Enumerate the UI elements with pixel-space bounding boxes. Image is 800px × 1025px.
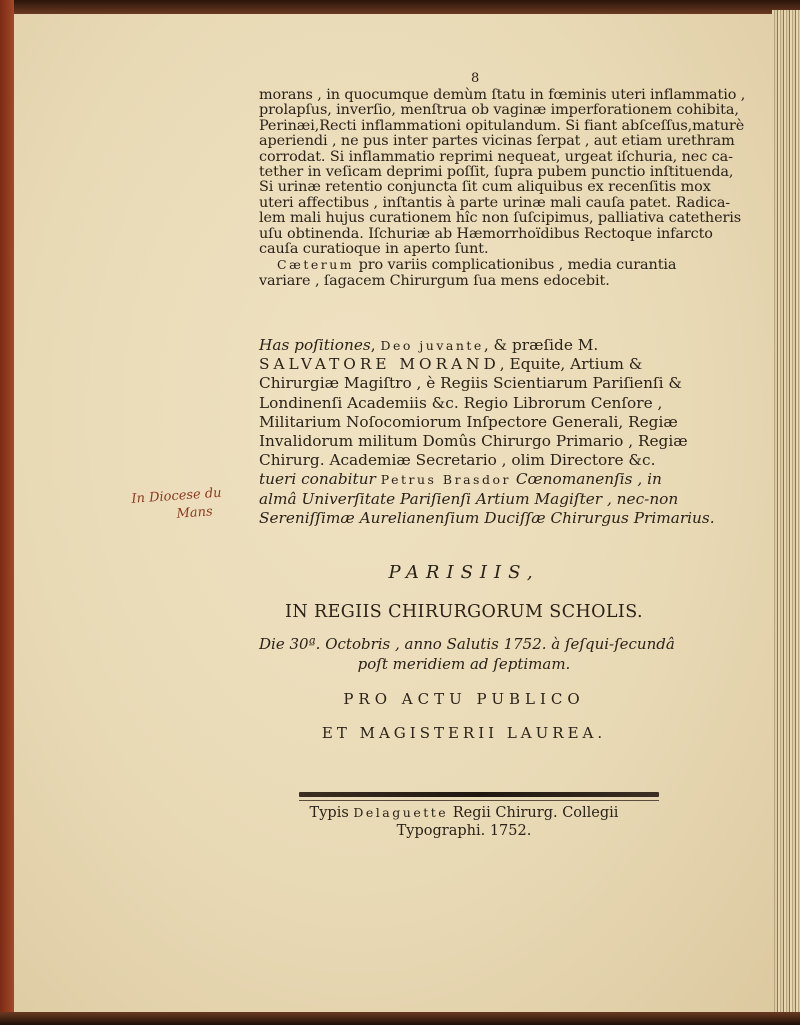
body-paragraph <box>259 87 746 289</box>
body-line: uteri affectibus , inſtantis à parte urinæ mali cauſa patet. Radica- <box>259 194 731 211</box>
tueri-conabitur: tueri conabitur <box>259 470 376 489</box>
printer-imprint <box>259 804 669 840</box>
imprint-line-1 <box>259 804 669 823</box>
dedication-line-6: Invalidorum militum Domûs Chirurgo Primario , Regiæ <box>259 432 688 451</box>
body-line: lem mali hujus curationem hîc non ſuſcipimus, palliativa catetheris <box>259 210 742 227</box>
ornamental-rule <box>299 792 659 797</box>
book-page <box>14 14 774 1014</box>
dedication-line-1: Has poſitiones, Deo juvante, & præſide M. <box>259 336 599 354</box>
date-line-2: poſt meridiem ad ſeptimam. <box>357 655 571 673</box>
dedication-line-7: Chirurg. Academiæ Secretario , olim Directore &c. <box>259 451 656 470</box>
magisterii-laurea: ET MAGISTERII LAUREA. <box>321 724 607 742</box>
book-edge-top <box>0 0 800 14</box>
book-edge-bottom <box>0 1012 800 1025</box>
praeses-name: SALVATORE MORAND <box>259 355 500 374</box>
dedication-block <box>259 336 715 528</box>
handwriting-line-1: In Diocese du <box>130 485 223 507</box>
handwriting-line-2: Mans <box>176 504 214 522</box>
body-line: prolapſus, inverſio, menſtrua ob vaginæ imperforationem cohibita, <box>259 102 739 119</box>
pro-actu-publico: PRO ACTU PUBLICO <box>343 690 585 708</box>
respondent-name: Petrus Brasdor <box>380 472 511 488</box>
body-line: aperiendi , ne pus inter partes vicinas ſerpat , aut etiam urethram <box>259 133 735 150</box>
ceterum-last-line: variare , ſagacem Chirurgum ſua mens edocebit. <box>259 272 610 289</box>
handwritten-annotation <box>131 481 273 527</box>
body-line: corrodat. Si inflammatio reprimi nequeat, urgeat iſchuria, nec ca- <box>259 148 733 165</box>
imprint-typis: Typis <box>309 805 354 821</box>
body-line: morans , in quocumque demùm ſtatu in fœminis uteri inflammatio , <box>259 87 746 103</box>
deo-juvante: Deo juvante <box>380 338 484 353</box>
cenomanensis: Cœnomanenſis , in <box>515 470 662 489</box>
body-line: Si urinæ retentio conjuncta ſit cum aliquibus ex recenſitis mox <box>259 179 711 196</box>
dedication-line-9 <box>259 490 699 509</box>
body-line: tether in veſicam deprimi poſſit, ſupra pubem punctio inſtituenda, <box>259 164 734 181</box>
imprint-collegii: Regii Chirurg. Collegii <box>448 805 619 821</box>
dedication-line-4: Londinenſi Academiis &c. Regio Librorum Cenſore , <box>259 393 663 412</box>
universitate-line: almâ Univerſitate Pariſienſi Artium Magiſter , nec-non <box>259 489 679 508</box>
body-line: uſu obtinenda. Iſchuriæ ab Hæmorrhoïdibus Rectoque infarcto <box>259 225 713 242</box>
printer-name: Delaguette <box>353 805 449 820</box>
page-number: 8 <box>471 71 480 86</box>
ceterum-line <box>259 257 677 274</box>
book-cover-left <box>0 0 14 1025</box>
dedication-equite: , Equite, Artium & <box>499 355 643 374</box>
venue-heading: IN REGIIS CHIRURGORUM SCHOLIS. <box>285 602 643 622</box>
body-line: Perinæi,Recti inflammationi opitulandum. Si fiant abſceſſus,maturè <box>259 117 745 134</box>
aurelianensium-line: Sereniſſimæ Aurelianenſium Duciſſæ Chirurgus Primarius. <box>259 508 715 527</box>
body-line: cauſa curatioque in aperto ſunt. <box>259 241 489 258</box>
has-positiones: Has poſitiones <box>259 336 371 354</box>
dedication-line-2 <box>259 355 699 374</box>
dedication-line-10 <box>259 508 715 528</box>
dedication-line-3: Chirurgiæ Magiſtro , è Regiis Scientiarum Pariſienſi & <box>259 374 682 393</box>
dedication-line-8 <box>259 470 699 489</box>
place-heading: PARISIIS, <box>388 562 540 583</box>
ceterum-rest: pro variis complicationibus , media curantia <box>354 257 677 274</box>
page-stack-edge <box>772 10 800 1015</box>
ceterum-word: Cæterum <box>277 257 355 273</box>
date-block <box>259 634 675 674</box>
imprint-line-2: Typographi. 1752. <box>396 822 532 839</box>
thin-rule <box>299 800 659 801</box>
date-line-1: Die 30ª. Octobris , anno Salutis 1752. à ſeſqui-ſecundâ <box>259 635 675 653</box>
dedication-line-5: Militarium Noſocomiorum Inſpectore Generali, Regiæ <box>259 412 678 431</box>
dedication-praeside: , & præſide M. <box>483 336 599 354</box>
